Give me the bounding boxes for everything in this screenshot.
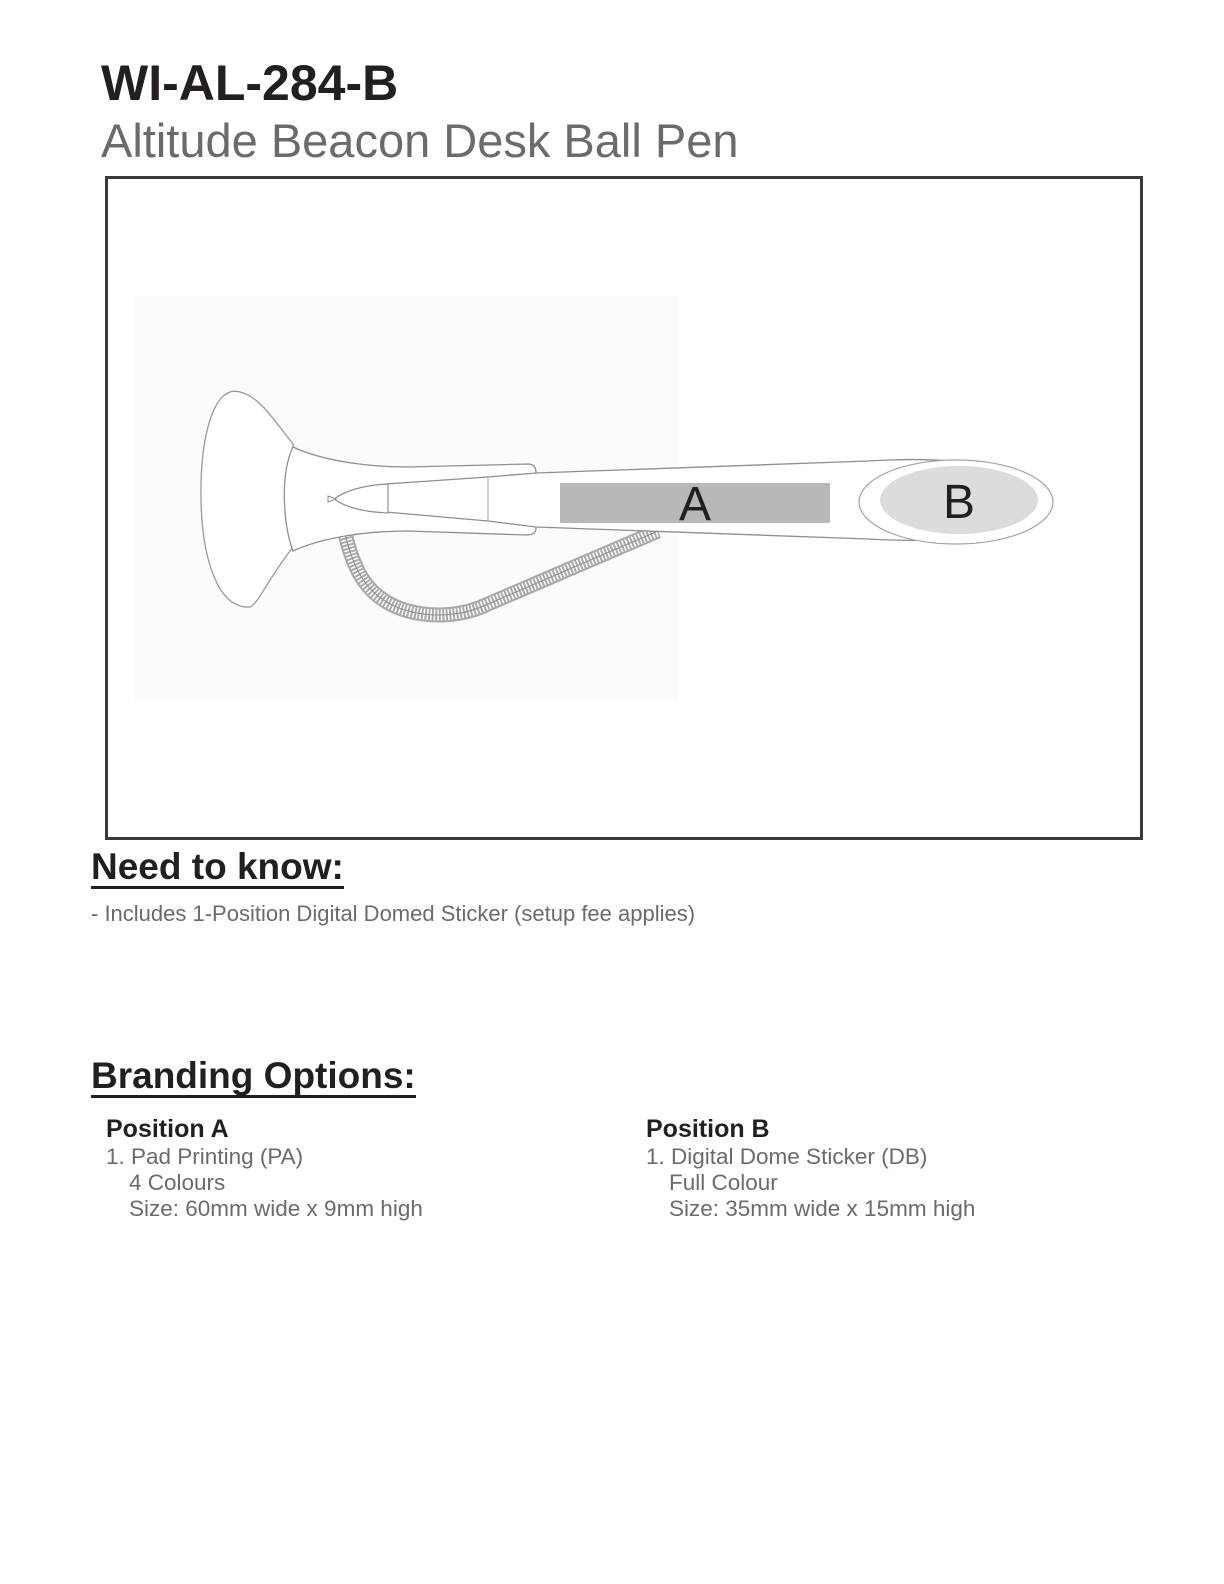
branding-options-heading: Branding Options: (91, 1055, 416, 1096)
need-to-know-note: - Includes 1-Position Digital Domed Sticker (setup fee applies) (91, 901, 696, 926)
product-name: Altitude Beacon Desk Ball Pen (101, 114, 739, 167)
position-a-label: A (678, 478, 712, 531)
position-b-label: B (942, 476, 976, 529)
position-a-section (106, 1115, 423, 1222)
position-a-colours: 4 Colours (129, 1170, 226, 1195)
position-b-method: 1. Digital Dome Sticker (DB) (646, 1144, 928, 1169)
position-b-colours: Full Colour (669, 1170, 778, 1195)
position-b-section (646, 1115, 975, 1222)
pen-illustration (108, 179, 1140, 837)
position-a-size: Size: 60mm wide x 9mm high (129, 1196, 423, 1221)
product-illustration-frame (105, 176, 1143, 840)
position-b-title: Position B (646, 1115, 770, 1143)
need-to-know-heading: Need to know: (91, 846, 344, 887)
position-a-title: Position A (106, 1115, 229, 1143)
product-code: WI-AL-284-B (101, 55, 399, 111)
position-b-size: Size: 35mm wide x 15mm high (669, 1196, 976, 1221)
position-a-method: 1. Pad Printing (PA) (106, 1144, 304, 1169)
